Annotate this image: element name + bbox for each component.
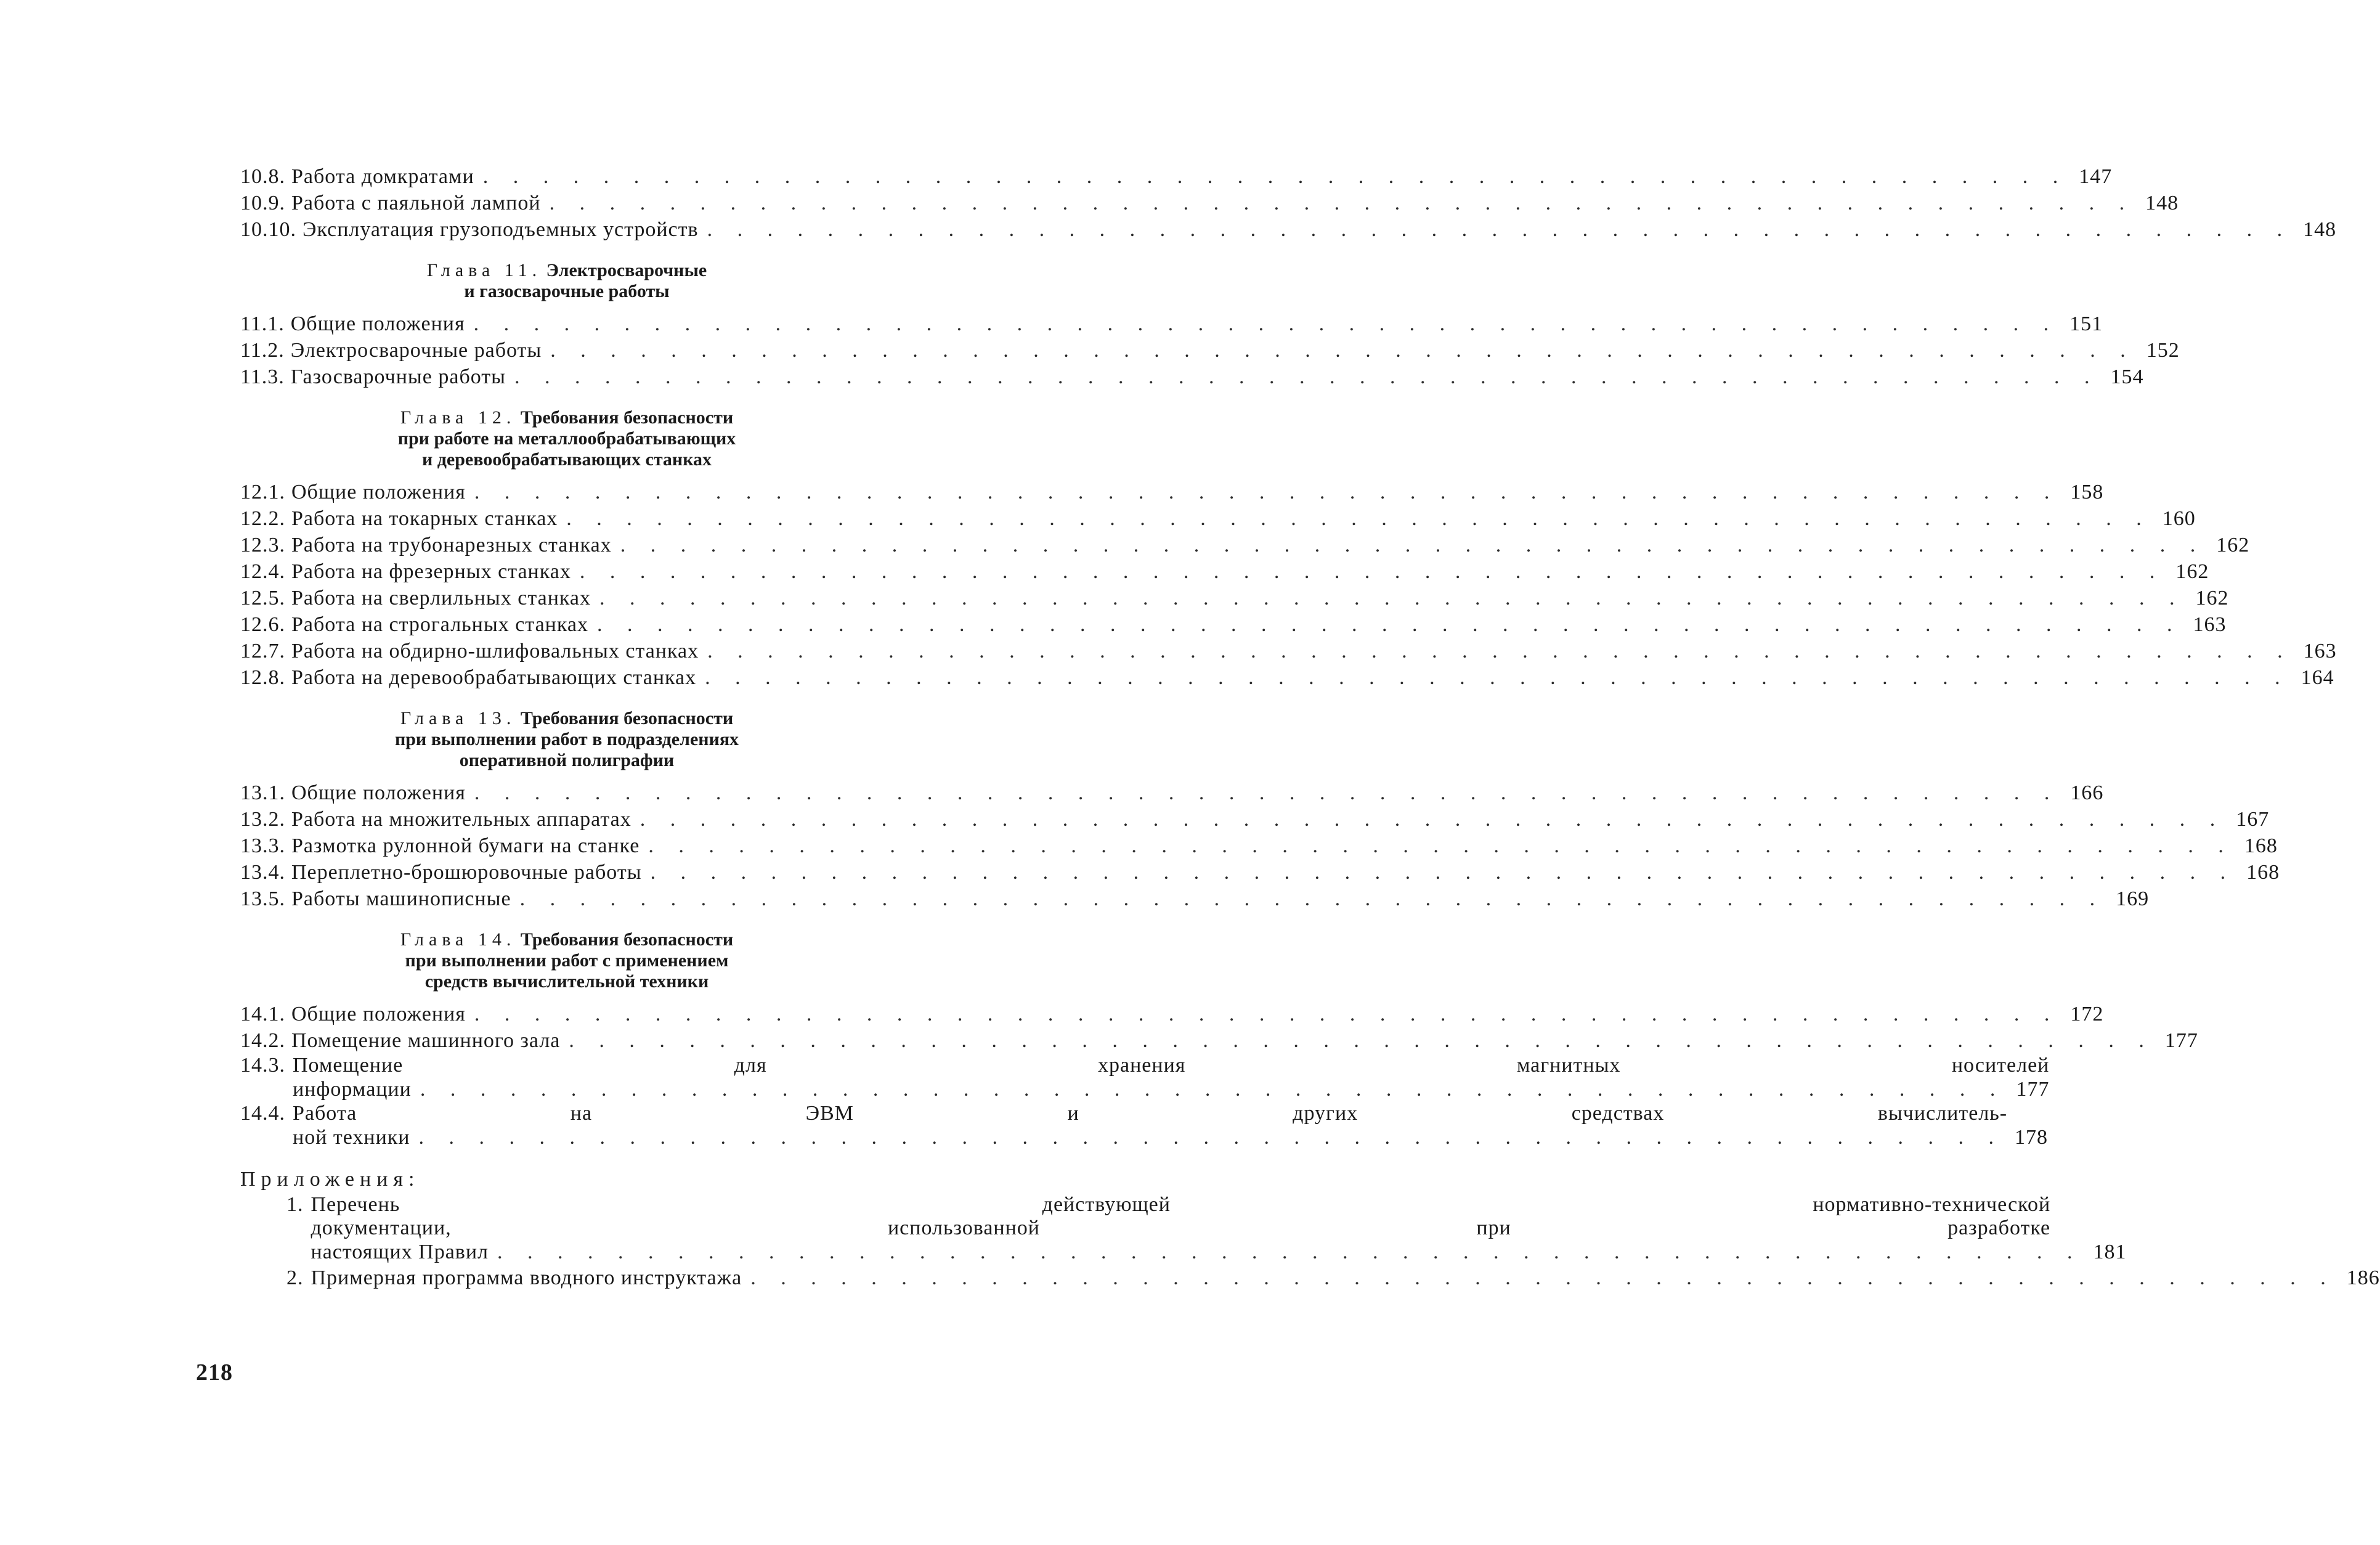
entry-page-number: 158 (2070, 481, 2104, 503)
entry-page-number: 177 (2164, 1029, 2198, 1052)
entry-number: 13.2. (240, 808, 285, 831)
table-of-contents (240, 163, 2380, 1291)
dot-leader: . . . . . . . . . . . . . . . . . . . . . . . . . . . . . . . . . . . . . . . . . . . . . . . . . . . . . (519, 887, 2105, 910)
dot-leader: . . . . . . . . . . . . . . . . . . . . . . . . . . . . . . . . . . . . . . . . . . . . . . . . . . . . . (599, 587, 2185, 609)
chapter-title-line (240, 449, 893, 470)
entry-number: 10.9. (240, 192, 285, 214)
entry-number: 14.1. (240, 1003, 285, 1025)
entry-title: Помещение машинного зала (291, 1029, 561, 1052)
entry-page-number: 168 (2246, 861, 2280, 884)
chapter-entries (240, 1001, 2198, 1150)
entry-body (293, 1054, 2049, 1102)
entry-title-line: Перечень действующей нормативно-технической (311, 1193, 2051, 1216)
entry-title: Эксплуатация грузоподъемных устройств (303, 218, 699, 241)
chapter-title-line (240, 950, 893, 971)
dot-leader: . . . . . . . . . . . . . . . . . . . . . . . . . . . . . . . . . . . . . . . . . . . . . . . . . . . . . (473, 312, 2059, 335)
dot-leader: . . . . . . . . . . . . . . . . . . . . . . . . . . . . . . . . . . . . . . . . . . . . . . . . . . . . . (420, 1078, 2005, 1101)
entry-page-number: 163 (2303, 640, 2337, 662)
dot-leader: . . . . . . . . . . . . . . . . . . . . . . . . . . . . . . . . . . . . . . . . . . . . . . . . . . . . . (707, 218, 2293, 241)
chapter-label: Глава 14. (400, 929, 516, 950)
entry-title: Газосварочные работы (290, 365, 506, 388)
chapter-title-text: при выполнении работ с применением (405, 950, 729, 971)
toc-entry[interactable] (240, 1001, 2104, 1027)
toc-entry[interactable] (240, 585, 2229, 611)
dot-leader: . . . . . . . . . . . . . . . . . . . . . . . . . . . . . . . . . . . . . . . . . . . . . . . . . . . . . (474, 481, 2060, 503)
dot-leader: . . . . . . . . . . . . . . . . . . . . . . . . . . . . . . . . . . . . . . . . . . . . . . . . . . . . . (648, 834, 2233, 857)
entry-title: Работы машинописные (291, 887, 511, 910)
entry-title: Работа на сверлильных станках (291, 587, 591, 609)
chapter-title-text: Требования безопасности (520, 407, 734, 428)
appendix-heading: Приложения: (240, 1168, 420, 1191)
dot-leader: . . . . . . . . . . . . . . . . . . . . . . . . . . . . . . . . . . . . . . . . . . . . . . . . . . . . . (474, 781, 2060, 804)
dot-leader: . . . . . . . . . . . . . . . . . . . . . . . . . . . . . . . . . . . . . . . . . . . . . . . . . . . . . (514, 365, 2100, 388)
entry-page-number: 186 (2346, 1266, 2380, 1289)
entry-number: 12.1. (240, 481, 285, 503)
entry-body (311, 1193, 2127, 1265)
chapter-title-line (240, 407, 893, 428)
entry-page-number: 162 (2175, 560, 2209, 583)
entry-title: настоящих Правил (311, 1241, 489, 1263)
dot-leader: . . . . . . . . . . . . . . . . . . . . . . . . . . . . . . . . . . . . . . . . . . . . . . . . . . . . . (705, 666, 2290, 689)
chapter-heading (240, 708, 893, 771)
toc-entry[interactable] (240, 337, 2180, 364)
chapter-title-text: и газосварочные работы (464, 281, 670, 301)
dot-leader: . . . . . . . . . . . . . . . . . . . . . . . . . . . . . . . . . . . . . . . . . . . . . . . . . . . . . (497, 1241, 2082, 1263)
chapter-title-text: при выполнении работ в подразделениях (394, 729, 739, 749)
entry-title-line: документации, использованной при разработке (311, 1217, 2051, 1239)
toc-entry[interactable] (240, 664, 2334, 691)
entry-title: Работа на строгальных станках (291, 613, 588, 636)
entry-title: Общие положения (290, 312, 465, 335)
dot-leader: . . . . . . . . . . . . . . . . . . . . . . . . . . . . . . . . . . . . . . . . . . . . . . . . . . . . . (750, 1266, 2336, 1289)
chapter-entries (240, 780, 2280, 912)
chapter-title-line (240, 971, 893, 992)
entry-page-number: 177 (2016, 1078, 2050, 1101)
chapter-title-text: Электросварочные (546, 260, 707, 280)
entry-page-number: 166 (2070, 781, 2104, 804)
chapter-title-text: Требования безопасности (520, 929, 734, 950)
toc-entry[interactable] (240, 780, 2104, 806)
chapter-label: Глава 12. (400, 407, 516, 428)
toc-entry[interactable] (240, 216, 2337, 243)
entry-page-number: 147 (2079, 165, 2113, 188)
toc-entry[interactable] (240, 886, 2150, 912)
chapter-label: Глава 11. (426, 260, 542, 280)
toc-entry[interactable] (240, 638, 2337, 664)
toc-entry[interactable] (240, 479, 2104, 505)
entry-number: 14.3. (240, 1054, 285, 1077)
toc-entry[interactable] (240, 1027, 2198, 1054)
page-number: 218 (196, 1360, 233, 1385)
entry-number: 2. (286, 1266, 304, 1289)
chapter-title-line (240, 929, 893, 950)
chapter-entries (240, 311, 2180, 390)
entry-page-number: 163 (2193, 613, 2227, 636)
chapter-title-text: Требования безопасности (520, 708, 734, 728)
entry-page-number: 148 (2145, 192, 2179, 214)
entry-title: Работа на множительных аппаратах (291, 808, 632, 831)
entry-number: 12.2. (240, 507, 285, 530)
entry-page-number: 168 (2244, 834, 2278, 857)
dot-leader: . . . . . . . . . . . . . . . . . . . . . . . . . . . . . . . . . . . . . . . . . . . . . . . . . . . . . (482, 165, 2068, 188)
entry-number: 12.4. (240, 560, 285, 583)
entry-title: информации (293, 1078, 412, 1101)
entry-title: ной техники (293, 1126, 410, 1149)
entry-number: 11.2. (240, 339, 285, 362)
entry-title: Электросварочные работы (290, 339, 542, 362)
toc-entry[interactable] (240, 1102, 2048, 1150)
entry-title: Общие положения (291, 781, 466, 804)
chapter-heading (240, 929, 893, 992)
chapter-title-line (240, 260, 893, 281)
chapter-title-text: и деревообрабатывающих станках (421, 449, 712, 470)
entry-number: 12.6. (240, 613, 285, 636)
entry-title: Работа с паяльной лампой (291, 192, 541, 214)
entry-title-last-line (293, 1077, 2049, 1102)
chapter-heading (240, 407, 893, 470)
chapter-entries (240, 479, 2337, 691)
chapter-title-text: при работе на металлообрабатывающих (397, 428, 736, 449)
entry-page-number: 148 (2303, 218, 2337, 241)
entry-page-number: 152 (2146, 339, 2180, 362)
dot-leader: . . . . . . . . . . . . . . . . . . . . . . . . . . . . . . . . . . . . . . . . . . . . . . . . . . . . . (650, 861, 2236, 884)
entry-title: Общие положения (291, 481, 466, 503)
chapter-title-text: средств вычислительной техники (424, 971, 709, 992)
toc-entry[interactable] (240, 558, 2209, 585)
dot-leader: . . . . . . . . . . . . . . . . . . . . . . . . . . . . . . . . . . . . . . . . . . . . . . . . . . . . . (549, 192, 2135, 214)
entry-title: Переплетно-брошюровочные работы (291, 861, 642, 884)
entry-number: 13.4. (240, 861, 285, 884)
entry-title-line: Помещение для хранения магнитных носителей (293, 1054, 2050, 1077)
toc-entry[interactable] (240, 163, 2113, 190)
dot-leader: . . . . . . . . . . . . . . . . . . . . . . . . . . . . . . . . . . . . . . . . . . . . . . . . . . . . . (707, 640, 2293, 662)
entry-number: 12.7. (240, 640, 285, 662)
toc-entry[interactable] (240, 833, 2278, 859)
dot-leader: . . . . . . . . . . . . . . . . . . . . . . . . . . . . . . . . . . . . . . . . . . . . . . . . . . . . . (569, 1029, 2154, 1052)
entry-body (293, 1102, 2048, 1150)
entry-page-number: 162 (2195, 587, 2229, 609)
dot-leader: . . . . . . . . . . . . . . . . . . . . . . . . . . . . . . . . . . . . . . . . . . . . . . . . . . . . . (640, 808, 2225, 831)
toc-entry[interactable] (240, 1054, 2050, 1102)
entry-title-last-line (293, 1125, 2048, 1150)
entry-number: 10.8. (240, 165, 285, 188)
entry-number: 13.5. (240, 887, 285, 910)
toc-entry[interactable] (240, 505, 2196, 532)
toc-entry[interactable] (240, 532, 2250, 558)
toc-entry[interactable] (240, 311, 2103, 337)
entry-number: 12.5. (240, 587, 285, 609)
toc-entry[interactable] (240, 364, 2144, 390)
entry-number: 14.4. (240, 1102, 285, 1125)
entry-page-number: 160 (2162, 507, 2196, 530)
chapter-label: Глава 13. (400, 708, 516, 728)
dot-leader: . . . . . . . . . . . . . . . . . . . . . . . . . . . . . . . . . . . . . . . . . . . . . . . . . . . . . (579, 560, 2165, 583)
entry-title: Работа на фрезерных станках (291, 560, 571, 583)
entry-title: Работа на токарных станках (291, 507, 558, 530)
entry-number: 13.1. (240, 781, 285, 804)
toc-entry[interactable] (240, 611, 2227, 638)
entry-page-number: 167 (2236, 808, 2270, 831)
entry-page-number: 181 (2093, 1241, 2127, 1263)
entry-number: 12.8. (240, 666, 285, 689)
entry-page-number: 169 (2116, 887, 2150, 910)
entry-number: 11.1. (240, 312, 285, 335)
dot-leader: . . . . . . . . . . . . . . . . . . . . . . . . . . . . . . . . . . . . . . . . . . . . . . . . . . . . . (620, 534, 2206, 556)
entry-title: Примерная программа вводного инструктажа (311, 1266, 742, 1289)
dot-leader: . . . . . . . . . . . . . . . . . . . . . . . . . . . . . . . . . . . . . . . . . . . . . . . . . . . . . (550, 339, 2135, 362)
toc-entry[interactable] (240, 806, 2270, 833)
chapter-title-line (240, 729, 893, 750)
entry-page-number: 164 (2301, 666, 2334, 689)
chapter-heading (240, 260, 893, 302)
dot-leader: . . . . . . . . . . . . . . . . . . . . . . . . . . . . . . . . . . . . . . . . . . . . . . . . . . . . . (566, 507, 2151, 530)
dot-leader: . . . . . . . . . . . . . . . . . . . . . . . . . . . . . . . . . . . . . . . . . . . . . . . . . . . . . (418, 1126, 2004, 1149)
chapter-title-line (240, 281, 893, 302)
entry-title: Размотка рулонной бумаги на станке (291, 834, 640, 857)
entry-title: Работа домкратами (291, 165, 474, 188)
entry-page-number: 151 (2069, 312, 2103, 335)
chapter-title-line (240, 708, 893, 729)
entry-page-number: 178 (2015, 1126, 2048, 1149)
entry-number: 1. (286, 1193, 304, 1216)
entry-number: 13.3. (240, 834, 285, 857)
toc-entry[interactable] (240, 190, 2179, 216)
chapter-title-line (240, 428, 893, 449)
entry-number: 12.3. (240, 534, 285, 556)
entry-number: 11.3. (240, 365, 285, 388)
entry-title-line: Работа на ЭВМ и других средствах вычислитель- (293, 1102, 2008, 1125)
entry-title: Общие положения (291, 1003, 466, 1025)
toc-entry[interactable] (240, 859, 2280, 886)
chapter-title-line (240, 750, 893, 771)
dot-leader: . . . . . . . . . . . . . . . . . . . . . . . . . . . . . . . . . . . . . . . . . . . . . . . . . . . . . (596, 613, 2182, 636)
entry-page-number: 154 (2110, 365, 2144, 388)
entry-number: 10.10. (240, 218, 296, 241)
entry-title: Работа на обдирно-шлифовальных станках (291, 640, 699, 662)
chapter-title-text: оперативной полиграфии (459, 750, 675, 770)
entry-title-last-line (311, 1240, 2127, 1265)
entry-title: Работа на трубонарезных станках (291, 534, 612, 556)
entry-page-number: 162 (2216, 534, 2250, 556)
entry-page-number: 172 (2070, 1003, 2104, 1025)
appendix-item[interactable] (286, 1193, 2127, 1265)
entry-number: 14.2. (240, 1029, 285, 1052)
dot-leader: . . . . . . . . . . . . . . . . . . . . . . . . . . . . . . . . . . . . . . . . . . . . . . . . . . . . . (474, 1003, 2060, 1025)
appendix-item[interactable] (286, 1265, 2380, 1291)
entry-title: Работа на деревообрабатывающих станках (291, 666, 697, 689)
